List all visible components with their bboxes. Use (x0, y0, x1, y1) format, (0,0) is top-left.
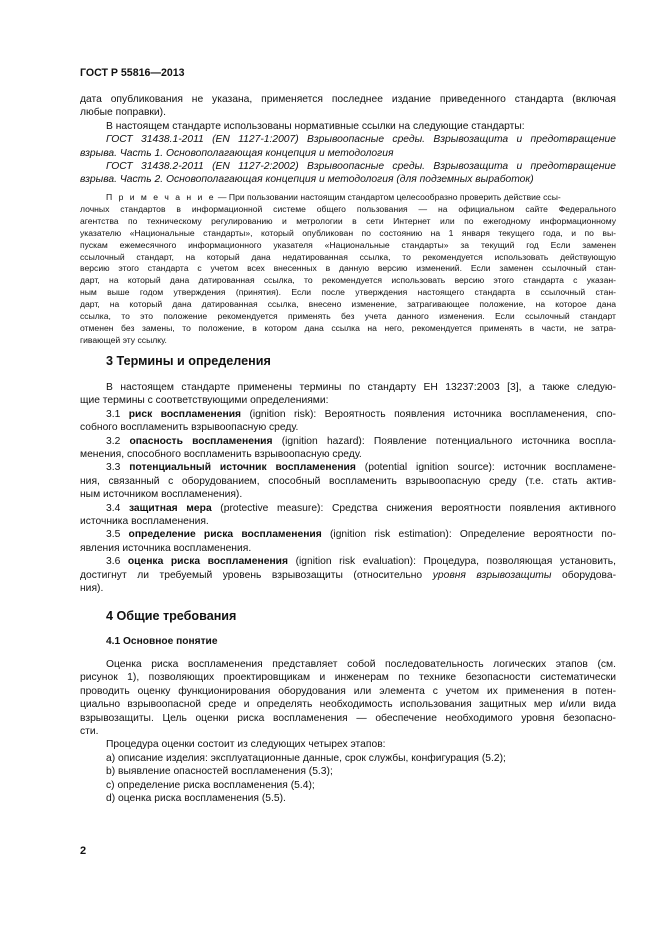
note-line: дарт, на который дана датированная ссылка, внесено изменение, затрагивающее положение, на которое дана (80, 299, 616, 310)
paragraph-line: дата опубликования не указана, применяется последнее издание приведенного стандарта (включая (80, 94, 616, 105)
paragraph-line: собного воспламенить взрывоопасную среду. (80, 422, 299, 434)
note-first-line (80, 192, 616, 204)
italic-run: уровня взрывозащиты (432, 569, 552, 581)
note-text: — При пользовании настоящим стандартом целесообразно проверить действие ссы- (217, 192, 561, 202)
note-line: агентства по техническому регулированию и метрологии в сети Интернет или по ежегодному информационному (80, 215, 616, 226)
page-number: 2 (80, 845, 87, 857)
term-3-2 (80, 435, 616, 448)
reference-line: ГОСТ 31438.2-2011 (EN 1127-2:2002) Взрывоопасные среды. Взрывозащита и предотвращение (106, 161, 616, 173)
note-line: ссылочный стандарт, на который дана недатированная ссылка, то рекомендуется использовать действующую (80, 251, 616, 262)
term-definition: (ignition risk evaluation): Процедура, позволяющая установить, (288, 556, 616, 568)
reference-line: ГОСТ 31438.1-2011 (EN 1127-1:2007) Взрывоопасные среды. Взрывозащита и предотвращение (106, 134, 616, 146)
term-3-6 (80, 555, 616, 568)
note-line: ным выше годом утверждения (принятия). Если после утверждения настоящего стандарта в ссылочный стан- (80, 287, 616, 298)
paragraph-line: источника воспламенения. (80, 516, 209, 528)
term-name: определение риска воспламенения (128, 529, 322, 541)
term-definition: (ignition risk): Вероятность появления источника воспламенения, спо- (241, 408, 616, 420)
term-3-3 (80, 461, 616, 474)
note-label: П р и м е ч а н и е (106, 192, 216, 202)
paragraph-line: ния). (80, 583, 104, 595)
note-line: лочных стандартов в информационной системе общего пользования — на официальном сайте Федерального (80, 203, 616, 214)
reference-line: взрыва. Часть 1. Основополагающая концепция и методология (80, 147, 394, 159)
note-line: ссылка, то это положение рекомендуется применять без учета данного изменения. Если ссылочный стандарт (80, 311, 616, 322)
paragraph-line: явления источника воспламенения. (80, 542, 252, 554)
normative-references-block (80, 93, 616, 187)
term-3-1 (80, 408, 616, 421)
paragraph-line: Процедура оценки состоит из следующих четырех этапов: (106, 739, 386, 751)
text-run: оборудова- (551, 569, 616, 581)
paragraph-line: циально взрывоопасной среде и определять необходимость использования защитных мер и/или вида (80, 699, 616, 711)
paragraph-line (80, 569, 616, 582)
section-4-body (80, 658, 616, 805)
note-line: гивающей эту ссылку. (80, 334, 167, 345)
note-line: дарт, на который дана датированная ссылка, то рекомендуется использовать версию этого стандарта с указан- (80, 275, 616, 286)
paragraph-line: сти. (80, 726, 99, 738)
term-3-4 (80, 502, 616, 515)
term-name: защитная мера (128, 502, 212, 514)
text-run: достигнут ли требуемый уровень взрывозащиты (относительно (80, 569, 433, 581)
term-definition: (potential ignition source): источник воспламене- (355, 462, 616, 474)
paragraph-line: рисунок 1), позволяющих проектировщикам и инженерам по технике безопасности систематически (80, 672, 616, 684)
note-line: указателю «Национальные стандарты», который опубликован по состоянию на 1 января текущего года, и по вы- (80, 227, 616, 238)
note-block (80, 192, 616, 347)
term-number: 3.6 (106, 556, 128, 568)
reference-line: взрыва. Часть 2. Основополагающая концепция и методология (для подземных выработок) (80, 174, 534, 186)
list-item: d) оценка риска воспламенения (5.5). (106, 793, 286, 805)
paragraph-line: любые поправки). (80, 107, 166, 119)
term-number: 3.4 (106, 502, 129, 514)
term-name: опасность воспламенения (129, 435, 273, 447)
term-definition: (ignition risk estimation): Определение вероятности по- (321, 529, 616, 541)
paragraph-line: проводить оценку функционирования оборудования или элемента с учетом их применения в потен- (80, 685, 616, 697)
term-number: 3.5 (106, 529, 129, 541)
document-header: ГОСТ Р 55816—2013 (80, 67, 185, 79)
list-item: а) описание изделия: эксплуатационные данные, срок службы, конфигурация (5.2); (106, 752, 506, 764)
term-name: риск воспламенения (128, 408, 242, 420)
paragraph-line: ния, связанный с оборудованием, способный воспламенить взрывоопасную среду (т.е. стать актив- (80, 475, 616, 487)
paragraph-line: ным источником воспламенения). (80, 489, 243, 501)
paragraph-line: В настоящем стандарте применены термины по стандарту ЕН 13237:2003 [3], а также следую- (106, 382, 616, 393)
section-3-heading: 3 Термины и определения (106, 354, 271, 368)
section-4-heading: 4 Общие требования (106, 609, 237, 623)
subsection-4-1-heading: 4.1 Основное понятие (106, 636, 218, 647)
list-item: b) выявление опасностей воспламенения (5.3); (106, 766, 333, 778)
term-definition: (ignition hazard): Появление потенциального источника воспла- (272, 435, 616, 447)
paragraph-line: В настоящем стандарте использованы нормативные ссылки на следующие стандарты: (106, 120, 525, 132)
term-number: 3.1 (106, 408, 129, 420)
paragraph-line: взрывозащиты. Цель оценки риска воспламенения — обеспечение необходимого уровня безопасно- (80, 712, 616, 724)
note-line: пускам ежемесячного информационного указателя «Национальные стандарты» за текущий год Если заменен (80, 239, 616, 250)
term-name: потенциальный источник воспламенения (129, 462, 356, 474)
term-number: 3.2 (106, 435, 130, 447)
section-3-body (80, 381, 616, 596)
paragraph-line: Оценка риска воспламенения представляет собой последовательность логических этапов (см. (106, 659, 616, 670)
term-definition: (protective measure): Средства снижения вероятности появления активного (211, 502, 616, 514)
term-name: оценка риска воспламенения (127, 556, 289, 568)
term-number: 3.3 (106, 462, 130, 474)
note-line: версию этого стандарта с учетом всех внесенных в данную версию изменений. Если заменен ссылочный стан- (80, 263, 616, 274)
paragraph-line: щие термины с соответствующими определениями: (80, 395, 329, 407)
list-item: c) определение риска воспламенения (5.4); (106, 779, 315, 791)
term-3-5 (80, 528, 616, 541)
paragraph-line: менения, способного воспламенить взрывоопасную среду. (80, 449, 362, 461)
note-line: отменен без замены, то положение, в котором дана ссылка на него, рекомендуется применять в части, не затра- (80, 322, 616, 333)
